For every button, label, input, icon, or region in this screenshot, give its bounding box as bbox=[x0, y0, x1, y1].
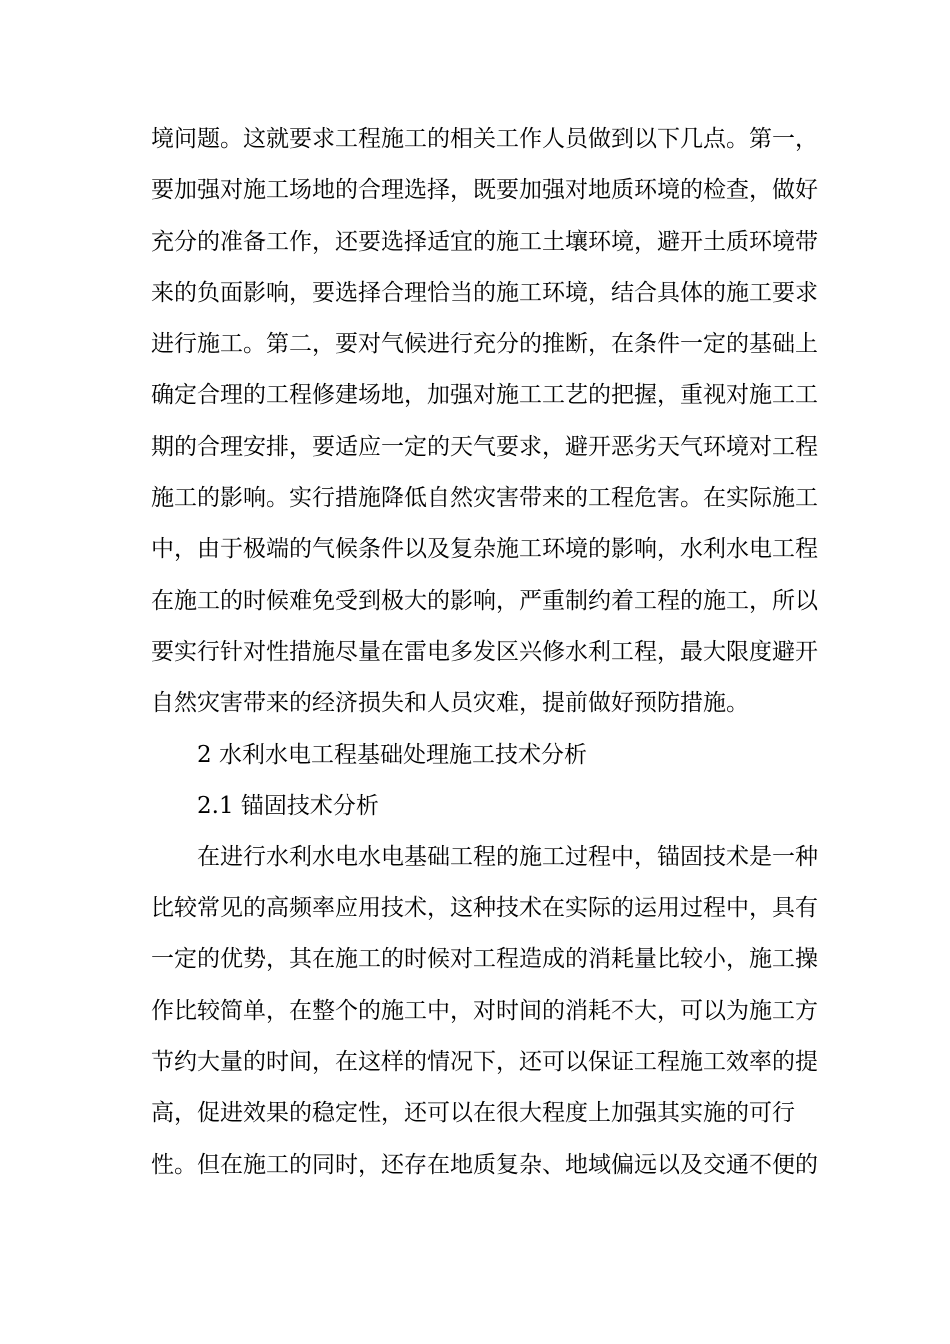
body-text-line: 高，促进效果的稳定性，还可以在很大程度上加强其实施的可行 bbox=[151, 1100, 795, 1126]
section-heading: 2 水利水电工程基础处理施工技术分析 bbox=[197, 742, 587, 768]
body-text-line: 作比较简单，在整个的施工中，对时间的消耗不大，可以为施工方 bbox=[151, 998, 818, 1024]
body-text-line: 一定的优势，其在施工的时候对工程造成的消耗量比较小，施工操 bbox=[151, 946, 818, 972]
body-text-line: 在施工的时候难免受到极大的影响，严重制约着工程的施工，所以 bbox=[151, 588, 818, 614]
body-text-line: 充分的准备工作，还要选择适宜的施工土壤环境，避开土质环境带 bbox=[151, 229, 818, 255]
body-text-line: 中，由于极端的气候条件以及复杂施工环境的影响，水利水电工程 bbox=[151, 536, 818, 562]
body-text-line: 要实行针对性措施尽量在雷电多发区兴修水利工程，最大限度避开 bbox=[151, 639, 818, 665]
body-text-line: 来的负面影响，要选择合理恰当的施工环境，结合具体的施工要求 bbox=[151, 280, 818, 306]
body-text-line: 性。但在施工的同时，还存在地质复杂、地域偏远以及交通不便的 bbox=[151, 1152, 818, 1178]
body-text-line: 进行施工。第二，要对气候进行充分的推断，在条件一定的基础上 bbox=[151, 331, 818, 357]
body-text-line: 比较常见的高频率应用技术，这种技术在实际的运用过程中，具有 bbox=[151, 895, 818, 921]
subsection-heading: 2.1 锚固技术分析 bbox=[197, 793, 379, 819]
body-text-line: 节约大量的时间，在这样的情况下，还可以保证工程施工效率的提 bbox=[151, 1049, 818, 1075]
body-text-line: 期的合理安排，要适应一定的天气要求，避开恶劣天气环境对工程 bbox=[151, 434, 818, 460]
body-text-line: 要加强对施工场地的合理选择，既要加强对地质环境的检查，做好 bbox=[151, 177, 818, 203]
body-text-line: 确定合理的工程修建场地，加强对施工工艺的把握，重视对施工工 bbox=[151, 382, 818, 408]
body-text-line: 施工的影响。实行措施降低自然灾害带来的工程危害。在实际施工 bbox=[151, 485, 818, 511]
body-text-line: 境问题。这就要求工程施工的相关工作人员做到以下几点。第一， bbox=[151, 126, 818, 152]
body-text-line: 自然灾害带来的经济损失和人员灾难，提前做好预防措施。 bbox=[151, 690, 749, 716]
body-text-line: 在进行水利水电水电基础工程的施工过程中，锚固技术是一种 bbox=[197, 844, 818, 870]
